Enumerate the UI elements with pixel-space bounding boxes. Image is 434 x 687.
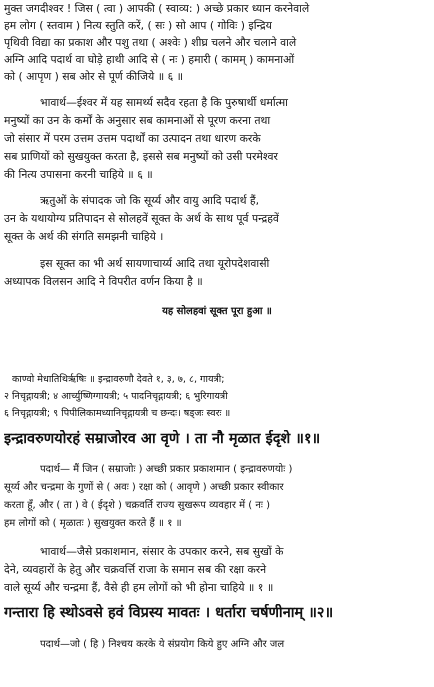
bhavartha-line: देने, व्यवहारों के हेतु और चक्रवर्त्ति राजा के समान सब की रक्षा करने xyxy=(4,563,267,576)
text-line: अग्नि आदि पदार्थ वा घोड़े हाथी आदि से ( नः ) हमारी ( कामम् ) कामनाओं xyxy=(4,53,295,66)
padartha-line: पदार्थ— मैं जिन ( सम्राजोः ) अच्छी प्रकार प्रकाशमान ( इन्द्रावरुणयोः ) xyxy=(40,464,293,475)
sukta-header-line: ६ निचृद्गायत्री; ९ पिपीलिकामध्यानिचृद्गायत्री च छन्दः। षड्जः स्वरः ॥ xyxy=(4,408,231,419)
mantra-verse: गन्तारा हि स्थोऽवसे हवं विप्रस्य मावतः । धर्तारा चर्षणीनाम् ॥२॥ xyxy=(4,605,334,621)
text-line: उन के यथायोग्य प्रतिपादन से सोलहवें सूक्त के अर्थ के साथ पूर्व पन्द्रहवें xyxy=(4,212,279,225)
text-line: ऋतुओं के संपादक जो कि सूर्य्य और वायु आदि पदार्थ हैं, xyxy=(40,194,260,207)
text-line: मनुष्यों का उन के कर्मों के अनुसार सब कामनाओं से पूरण करना तथा xyxy=(4,114,271,127)
text-line: सूक्त के अर्थ की संगति समझनी चाहिये । xyxy=(4,230,164,243)
text-line: इस सूक्त का भी अर्थ सायणाचार्य्य आदि तथा यूरोपदेशवासी xyxy=(40,257,270,270)
padartha-line: सूर्य्य और चन्द्रमा के गुणों से ( अवः ) रक्षा को ( आवृणे ) अच्छी प्रकार स्वीकार xyxy=(4,482,284,493)
text-line: हम लोग ( स्तवाम ) नित्य स्तुति करें, ( सः ) सो आप ( गोविः ) इन्द्रिय xyxy=(4,19,272,32)
text-line: सब प्राणियों को सुखयुक्त करता है, इससे सब मनुष्यों को उसी परमेश्वर xyxy=(4,150,278,163)
padartha-line: पदार्थ—जो ( हि ) निश्चय करके ये संप्रयोग किये हुए अग्नि और जल xyxy=(40,639,285,650)
bhavartha-line: वाले सूर्य्य और चन्द्रमा हैं, वैसे ही हम लोगों को भी होना चाहिये ॥ १ ॥ xyxy=(4,581,274,594)
text-line: अध्यापक विलसन आदि ने विपरीत वर्णन किया है ॥ xyxy=(4,275,203,288)
text-line: मुक्त जगदीश्वर ! जिस ( त्वा ) आपकी ( स्वाव्य: ) अच्छे प्रकार ध्यान करनेवाले xyxy=(4,2,310,15)
padartha-line: करता हूँ, और ( ता ) वे ( ईदृशे ) चक्रवर्ति राज्य सुखरूप व्यवहार में ( नः ) xyxy=(4,500,270,511)
bhavartha-line: भावार्थ—जैसे प्रकाशमान, संसार के उपकार करने, सब सुखों के xyxy=(40,545,284,558)
text-line: को ( आपृण ) सब ओर से पूर्ण कीजिये ॥ ६ ॥ xyxy=(4,70,184,83)
padartha-line: हम लोगों को ( मृळातः ) सुखयुक्त करते हैं ॥ १ ॥ xyxy=(4,518,182,529)
text-line: पृथिवी विद्या का प्रकाश और पशु तथा ( अश्वेः ) शीघ्र चलने और चलाने वाले xyxy=(4,36,297,49)
sukta-header-line: काण्वो मेधातिथिर्ऋषिः ॥ इन्द्रावरुणौ देवते १, ३, ७, ८, गायत्री; xyxy=(12,374,225,385)
mantra-verse: इन्द्रावरुणयोरहं सम्राजोरव आ वृणे । ता नौ मृळात ईदृशे ॥१॥ xyxy=(4,431,321,447)
text-line: जो संसार में परम उत्तम उत्तम पदार्थों का उत्पादन तथा धारण करके xyxy=(4,132,261,145)
text-line: की नित्य उपासना करनी चाहिये ॥ ६ ॥ xyxy=(4,168,153,181)
sukta-header-line: २ निचृद्गायत्री; ४ आर्च्युष्णिग्गायत्री; ५ पादनिचृद्गायत्री; ६ भुरिगायत्री xyxy=(4,391,228,402)
sukta-closing: यह सोलहवां सूक्त पूरा हुआ ॥ xyxy=(162,306,272,317)
bhavartha-line: भावार्थ—ईश्वर में यह सामर्थ्य सदैव रहता है कि पुरुषार्थी धर्मात्मा xyxy=(40,96,288,109)
